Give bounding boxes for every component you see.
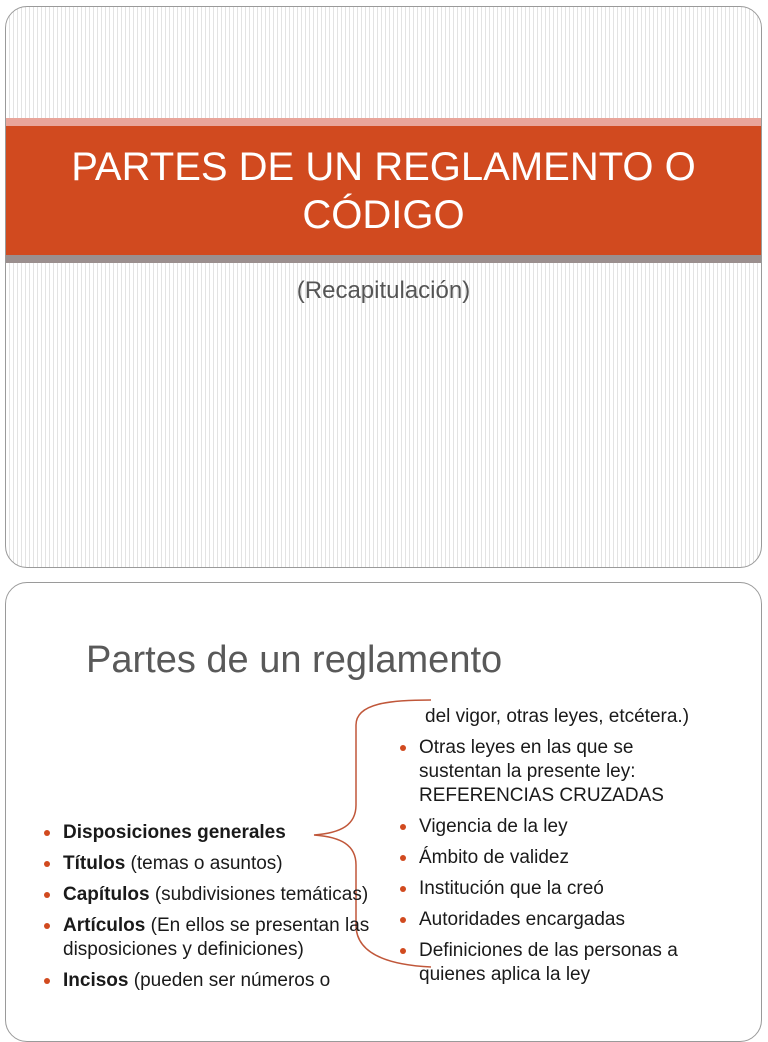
slide-subtitle: (Recapitulación) — [296, 277, 471, 304]
list-item — [399, 908, 719, 932]
list-item — [399, 846, 719, 870]
list-item — [399, 877, 719, 901]
item-description: (temas o asuntos) — [125, 853, 283, 874]
item-term: Títulos — [63, 853, 126, 874]
list-item — [399, 939, 719, 987]
item-text: Otras leyes en las que se sustentan la presente ley: REFERENCIAS CRUZADAS — [419, 737, 664, 806]
item-term: Capítulos — [63, 884, 150, 905]
bullet-dot-icon — [400, 948, 406, 954]
list-continuation — [399, 705, 719, 729]
list-item — [43, 883, 388, 907]
bullet-dot-icon — [400, 745, 406, 751]
bullet-dot-icon — [400, 917, 406, 923]
bullet-dot-icon — [400, 824, 406, 830]
content-slide — [5, 582, 762, 1042]
item-text: Institución que la creó — [419, 878, 604, 899]
item-description: (En ellos se presentan las disposiciones y definiciones) — [63, 915, 370, 960]
title-slide — [5, 6, 762, 568]
bullet-dot-icon — [44, 978, 50, 984]
title-band-top-stripe — [6, 118, 761, 126]
list-item — [399, 736, 719, 808]
item-text: Vigencia de la ley — [419, 816, 568, 837]
bullet-dot-icon — [44, 830, 50, 836]
item-description: (subdivisiones temáticas) — [149, 884, 369, 905]
bullet-dot-icon — [400, 886, 406, 892]
slide-heading: Partes de un reglamento — [86, 639, 503, 681]
bullet-dot-icon — [400, 855, 406, 861]
list-item — [43, 852, 388, 876]
item-description: (pueden ser números o — [128, 970, 331, 991]
item-text: Definiciones de las personas a quienes aplica la ley — [419, 940, 678, 985]
title-band — [6, 126, 761, 255]
law-elements-list — [399, 705, 719, 994]
list-item — [43, 914, 388, 962]
bullet-dot-icon — [44, 923, 50, 929]
item-term: Incisos — [63, 970, 129, 991]
list-item — [43, 821, 388, 845]
item-text: Autoridades encargadas — [419, 909, 625, 930]
bullet-dot-icon — [44, 892, 50, 898]
item-text: Ámbito de validez — [419, 847, 569, 868]
title-band-bottom-stripe — [6, 255, 761, 263]
list-item — [43, 969, 388, 993]
parts-list — [43, 821, 388, 1000]
item-term: Disposiciones generales — [63, 822, 286, 843]
slide-title: PARTES DE UN REGLAMENTO O CÓDIGO — [71, 144, 696, 237]
continuation-text: del vigor, otras leyes, etcétera.) — [425, 706, 690, 727]
item-term: Artículos — [63, 915, 146, 936]
bullet-dot-icon — [44, 861, 50, 867]
list-item — [399, 815, 719, 839]
